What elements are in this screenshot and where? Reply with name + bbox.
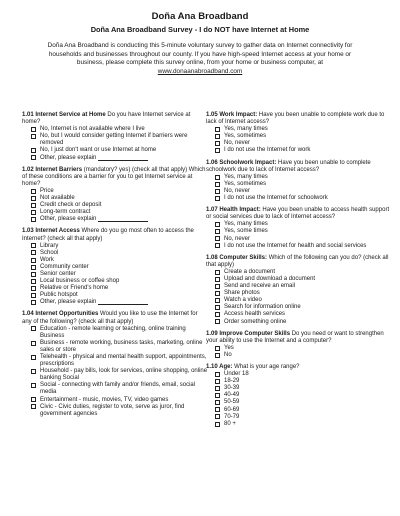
option-label: Yes, some times (224, 228, 268, 235)
checkbox[interactable] (31, 250, 36, 255)
question-text (206, 331, 392, 345)
option-label: No, never (224, 140, 251, 147)
question-text (22, 112, 208, 126)
page-subtitle: Doña Ana Broadband Survey - I do NOT have Internet at Home (90, 25, 310, 34)
answer-option[interactable] (206, 385, 392, 392)
answer-option[interactable] (206, 147, 392, 154)
option-label: Send and receive an email (224, 283, 296, 290)
option-label: Social - connecting with family and/or friends, email, social media (40, 382, 196, 396)
checkbox[interactable] (31, 189, 36, 194)
checkbox[interactable] (215, 141, 220, 146)
checkbox[interactable] (215, 291, 220, 296)
question-number: 1.07 Health Impact: (206, 207, 261, 214)
option-label: No, Internet is not available where I live (40, 126, 145, 133)
option-label: Watch a video (224, 297, 262, 304)
option-label: I do not use the Internet for schoolwork (224, 195, 328, 202)
checkbox[interactable] (31, 300, 36, 305)
survey-question (206, 331, 392, 359)
option-label: Not available (40, 195, 75, 202)
checkbox[interactable] (31, 258, 36, 263)
survey-question (22, 228, 208, 306)
explain-line[interactable] (98, 155, 148, 161)
checkbox[interactable] (215, 393, 220, 398)
answer-option[interactable] (22, 126, 208, 133)
option-label: School (40, 249, 59, 256)
checkbox[interactable] (31, 293, 36, 298)
question-text (206, 364, 392, 371)
option-label: No, never (224, 235, 251, 242)
option-label: Create a document (224, 268, 276, 275)
answer-option[interactable] (206, 174, 392, 181)
option-label: Other, please explain (40, 154, 97, 161)
option-label: Local business or coffee shop (40, 278, 120, 285)
answer-option[interactable] (206, 399, 392, 406)
option-label: Share photos (224, 290, 260, 297)
answer-option[interactable] (206, 269, 392, 276)
question-prompt: Where do you go most often to access the Internet? (check all that apply) (22, 228, 194, 242)
answer-option[interactable] (206, 188, 392, 195)
question-prompt: Do you need or want to strengthen your ability to use the Internet and a computer? (206, 330, 384, 344)
answer-option[interactable] (206, 195, 392, 202)
checkbox[interactable] (215, 148, 220, 153)
checkbox[interactable] (215, 284, 220, 289)
answer-option[interactable] (22, 326, 208, 340)
option-label: 30-39 (224, 385, 240, 392)
checkbox[interactable] (215, 400, 220, 405)
answer-option[interactable] (206, 283, 392, 290)
question-number: 1.09 Improve Computer Skills (206, 330, 291, 337)
checkbox[interactable] (215, 422, 220, 427)
checkbox[interactable] (215, 243, 220, 248)
answer-option[interactable] (206, 276, 392, 283)
question-prompt: Have you been unable to access health support or social services due to lack of Internet access? (206, 207, 390, 221)
intro-paragraph-1: Doña Ana Broadband is conducting this 5-minute voluntary survey to gather data on Internet connectivity for households and businesses throughout our county. (47, 42, 353, 58)
answer-option[interactable] (206, 352, 392, 359)
checkbox[interactable] (31, 127, 36, 132)
answer-option[interactable] (22, 292, 208, 299)
answer-option[interactable] (206, 236, 392, 243)
answer-option[interactable] (22, 354, 208, 368)
question-prompt: Have you been unable to complete work due to lack of Internet access? (206, 112, 385, 126)
option-label: Long-term contract (40, 209, 91, 216)
checkbox[interactable] (31, 272, 36, 277)
answer-option[interactable] (206, 319, 392, 326)
answer-option[interactable] (22, 271, 208, 278)
option-label: Yes, sometimes (224, 180, 267, 187)
question-text (206, 255, 392, 269)
survey-question (206, 255, 392, 326)
checkbox[interactable] (31, 397, 36, 402)
question-text (206, 160, 392, 174)
option-label: 40-49 (224, 392, 240, 399)
option-label: Yes (224, 344, 234, 351)
question-number: 1.01 Internet Service at Home (22, 112, 106, 118)
question-text (22, 167, 208, 188)
answer-option[interactable] (22, 299, 208, 306)
answer-option[interactable] (206, 378, 392, 385)
option-label: Civic - Civic duties, register to vote, serve as juror, find government agencies (40, 403, 185, 417)
intro-text (40, 42, 360, 76)
checkbox[interactable] (31, 243, 36, 248)
question-number: 1.08 Computer Skills: (206, 254, 268, 261)
option-label: No (224, 351, 232, 358)
checkbox[interactable] (215, 277, 220, 282)
question-number: 1.05 Work Impact: (206, 112, 258, 118)
answer-option[interactable] (206, 243, 392, 250)
checkbox[interactable] (31, 134, 36, 139)
checkbox[interactable] (215, 372, 220, 377)
checkbox[interactable] (215, 127, 220, 132)
answer-option[interactable] (206, 407, 392, 414)
answer-option[interactable] (206, 297, 392, 304)
answer-option[interactable] (206, 304, 392, 311)
question-text (22, 311, 208, 325)
option-label: Other, please explain (40, 299, 97, 306)
answer-option[interactable] (22, 243, 208, 250)
checkbox[interactable] (215, 346, 220, 351)
checkbox[interactable] (215, 312, 220, 317)
option-label: Public hotspot (40, 292, 78, 299)
option-label: Other, please explain (40, 216, 97, 223)
option-label: Credit check or deposit (40, 202, 102, 209)
answer-option[interactable] (22, 155, 208, 162)
answer-option[interactable] (206, 371, 392, 378)
checkbox[interactable] (31, 148, 36, 153)
question-number: 1.04 Internet Opportunities (22, 311, 99, 318)
answer-option[interactable] (206, 421, 392, 428)
checkbox[interactable] (31, 326, 36, 331)
option-label: 18-29 (224, 378, 240, 385)
checkbox[interactable] (215, 305, 220, 310)
checkbox[interactable] (31, 341, 36, 346)
survey-question (206, 160, 392, 203)
option-label: Search for information online (224, 304, 301, 311)
answer-option[interactable] (22, 368, 208, 382)
checkbox[interactable] (215, 222, 220, 227)
option-label: No, but I would consider getting Internet if barriers were removed (40, 133, 188, 147)
checkbox[interactable] (215, 379, 220, 384)
option-label: No, I just don't want or use Internet at home (40, 147, 157, 154)
question-prompt: What is your age range? (234, 364, 300, 370)
option-label: Education - remote learning or teaching, online training Business (40, 325, 186, 339)
option-label: Yes, many times (224, 221, 268, 228)
question-number: 1.03 Internet Access (22, 228, 80, 235)
answer-option[interactable] (206, 133, 392, 140)
answer-option[interactable] (22, 397, 208, 404)
option-label: I do not use the Internet for work (224, 147, 311, 154)
survey-question (206, 207, 392, 250)
question-prompt: Have you been unable to complete schoolwork due to lack of Internet access? (206, 159, 371, 173)
checkbox[interactable] (31, 265, 36, 270)
explain-line[interactable] (98, 299, 148, 305)
right-column (206, 112, 392, 433)
answer-option[interactable] (206, 345, 392, 352)
option-label: 50-59 (224, 399, 240, 406)
survey-question (22, 311, 208, 417)
answer-option[interactable] (206, 311, 392, 318)
answer-option[interactable] (22, 278, 208, 285)
option-label: Entertainment - music, movies, TV, video games (40, 396, 169, 403)
checkbox[interactable] (215, 414, 220, 419)
answer-option[interactable] (22, 133, 208, 147)
option-label: Work (40, 256, 54, 263)
option-label: Library (40, 242, 59, 249)
option-label: Yes, many times (224, 126, 268, 133)
option-label: I do not use the Internet for health and social services (224, 242, 367, 249)
option-label: Community center (40, 263, 89, 270)
answer-option[interactable] (22, 250, 208, 257)
question-text (22, 228, 208, 242)
option-label: Business - remote working, business tasks, marketing, online sales or store (40, 339, 203, 353)
option-label: No, never (224, 187, 251, 194)
checkbox[interactable] (215, 319, 220, 324)
answer-option[interactable] (206, 414, 392, 421)
option-label: Upload and download a document (224, 275, 316, 282)
checkbox[interactable] (31, 383, 36, 388)
answer-option[interactable] (22, 264, 208, 271)
option-label: Household - pay bills, look for services, online shopping, online banking Social (40, 368, 208, 382)
answer-option[interactable] (22, 147, 208, 154)
answer-option[interactable] (206, 290, 392, 297)
answer-option[interactable] (22, 382, 208, 396)
checkbox[interactable] (215, 229, 220, 234)
option-label: Senior center (40, 270, 76, 277)
option-label: Order something online (224, 318, 287, 325)
question-number: 1.10 Age: (206, 364, 233, 370)
question-prompt: Which of the following can you do? (check all that apply) (206, 254, 389, 268)
checkbox[interactable] (31, 279, 36, 284)
checkbox[interactable] (31, 286, 36, 291)
option-label: 80 + (224, 420, 236, 427)
checkbox[interactable] (215, 386, 220, 391)
option-label: 70-79 (224, 413, 240, 420)
checkbox[interactable] (31, 196, 36, 201)
checkbox[interactable] (215, 270, 220, 275)
checkbox[interactable] (31, 369, 36, 374)
checkbox[interactable] (31, 203, 36, 208)
checkbox[interactable] (31, 217, 36, 222)
answer-option[interactable] (206, 181, 392, 188)
question-prompt: Do you have Internet service at home? (22, 112, 191, 126)
checkbox[interactable] (31, 404, 36, 409)
option-label: Yes, sometimes (224, 133, 267, 140)
option-label: Price (40, 187, 54, 194)
option-label: 60-69 (224, 406, 240, 413)
answer-option[interactable] (22, 188, 208, 195)
checkbox[interactable] (215, 134, 220, 139)
answer-option[interactable] (22, 404, 208, 418)
answer-option[interactable] (22, 285, 208, 292)
checkbox[interactable] (31, 355, 36, 360)
checkbox[interactable] (215, 236, 220, 241)
survey-question (22, 112, 208, 162)
answer-option[interactable] (206, 126, 392, 133)
answer-option[interactable] (206, 228, 392, 235)
checkbox[interactable] (215, 196, 220, 201)
checkbox[interactable] (215, 182, 220, 187)
question-text (206, 207, 392, 221)
question-prompt: Would you like to use the Internet for any of the following? (check all that apply) (22, 311, 198, 325)
checkbox[interactable] (215, 298, 220, 303)
question-number: 1.02 Internet Barriers (22, 166, 83, 173)
answer-option[interactable] (22, 195, 208, 202)
answer-option[interactable] (206, 392, 392, 399)
question-number: 1.06 Schoolwork Impact: (206, 159, 277, 166)
survey-url: www.donaanabroadband.com (157, 67, 243, 75)
option-label: Relative or Friend's home (40, 285, 109, 292)
option-label: Under 18 (224, 371, 249, 378)
checkbox[interactable] (215, 407, 220, 412)
checkbox[interactable] (215, 189, 220, 194)
answer-option[interactable] (22, 340, 208, 354)
answer-option[interactable] (22, 216, 208, 223)
intro-paragraph-2: If you have high-speed Internet access at your home or business, please complete this survey online, from your home or business computer, at (76, 50, 352, 67)
page-title: Doña Ana Broadband (151, 11, 249, 22)
answer-option[interactable] (206, 140, 392, 147)
answer-option[interactable] (206, 221, 392, 228)
checkbox[interactable] (215, 175, 220, 180)
option-label: Yes, many times (224, 173, 268, 180)
answer-option[interactable] (22, 257, 208, 264)
survey-question (206, 112, 392, 155)
checkbox[interactable] (31, 210, 36, 215)
left-column (22, 112, 208, 423)
answer-option[interactable] (22, 202, 208, 209)
survey-question (22, 167, 208, 224)
checkbox[interactable] (215, 353, 220, 358)
question-prompt: (mandatory? yes) (check all that apply) Which of these conditions are a barrier for you to get Internet service at home? (22, 166, 206, 187)
checkbox[interactable] (31, 155, 36, 160)
explain-line[interactable] (98, 216, 148, 222)
option-label: Access health services (224, 311, 286, 318)
option-label: Telehealth - physical and mental health support, appointments, prescriptions (40, 354, 207, 368)
answer-option[interactable] (22, 209, 208, 216)
question-text (206, 112, 392, 126)
survey-question (206, 364, 392, 428)
